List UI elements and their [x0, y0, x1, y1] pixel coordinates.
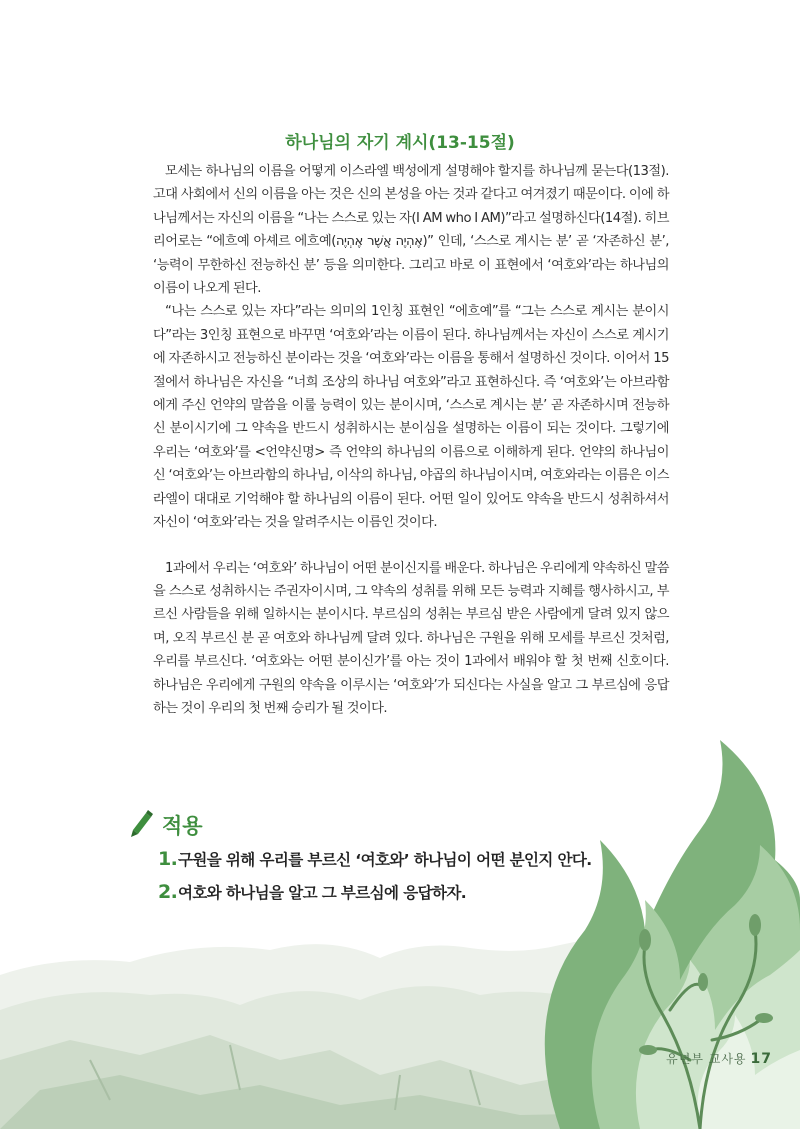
- section-title: 하나님의 자기 계시(13-15절): [285, 133, 515, 153]
- application-list: [158, 848, 678, 914]
- item-text: 여호와 하나님을 알고 그 부르심에 응답하자.: [178, 884, 466, 902]
- item-number: 2.: [158, 881, 178, 903]
- paragraph: 모세는 하나님의 이름을 어떻게 이스라엘 백성에게 설명해야 할지를 하나님께 묻는다(13절). 고대 사회에서 신의 이름을 아는 것은 신의 본성을 아는 것과 같다고 여겨졌기 때문이다. 이에 하나님께서는 자신의 이름을 “나는 스스로 있는 자(I AM who I AM)”라고 설명하신다(14절). 히브리어로는 “에흐예 아셰르 에흐예(אֶהְיֶה אֲשֶׁר אֶהְיֶה)” 인데, ‘스스로 계시는 분’ 곧 ‘자존하신 분’, ‘능력이 무한하신 전능하신 분’ 등을 의미한다. 그리고 바로 이 표현에서 ‘여호와’라는 하나님의 이름이 나오게 된다.: [153, 164, 669, 297]
- paragraph: 1과에서 우리는 ‘여호와’ 하나님이 어떤 분이신지를 배운다. 하나님은 우리에게 약속하신 말씀을 스스로 성취하시는 주권자이시며, 그 약속의 성취를 위해 모든 능력과 지혜를 행사하시고, 부르신 사람들을 위해 일하시는 분이시다. 부르심의 성취는 부르심 받은 사람에게 달려 있지 않으며, 오직 부르신 분 곧 여호와 하나님께 달려 있다. 하나님은 구원을 위해 모세를 부르신 것처럼, 우리를 부르신다. ‘여호와는 어떤 분이신가’를 아는 것이 1과에서 배워야 할 첫 번째 신호이다. 하나님은 우리에게 구원의 약속을 이루시는 ‘여호와’가 되신다는 사실을 알고 그 부르심에 응답하는 것이 우리의 첫 번째 승리가 될 것이다.: [153, 560, 669, 716]
- page-number: 17: [750, 1051, 772, 1067]
- page-footer: [666, 1050, 772, 1067]
- paragraph: “나는 스스로 있는 자다”라는 의미의 1인칭 표현인 “에흐예”를 “그는 스스로 계시는 분이시다”라는 3인칭 표현으로 바꾸면 ‘여호와’라는 이름이 된다. 하나님께서는 자신이 스스로 계시기에 자존하시고 전능하신 분이라는 것을 ‘여호와’라는 이름을 통해서 설명하신 것이다. 이어서 15절에서 하나님은 자신을 “너희 조상의 하나님 여호와”라고 표현하신다. 즉 ‘여호와’는 아브라함에게 주신 언약의 말씀을 이룰 능력이 있는 분이시며, ‘스스로 계시는 분’ 곧 자존하시며 전능하신 분이시기에 그 약속을 반드시 성취하시는 분이심을 설명하는 이름이 되는 것이다. 그렇기에 우리는 ‘여호와’를 <언약신명> 즉 언약의 하나님의 이름으로 이해하게 된다. 언약의 하나님이신 ‘여호와’는 아브라함의 하나님, 이삭의 하나님, 야곱의 하나님이시며, 여호와라는 이름은 이스라엘이 대대로 기억해야 할 하나님의 이름이 된다. 어떤 일이 있어도 약속을 반드시 성취하셔서 자신이 ‘여호와’라는 것을 알려주시는 이름인 것이다.: [153, 304, 669, 531]
- list-item: [158, 848, 678, 881]
- item-number: 1.: [158, 848, 178, 870]
- item-text: 구원을 위해 우리를 부르신 ‘여호와’ 하나님이 어떤 분인지 안다.: [178, 851, 592, 869]
- body-text: [153, 160, 669, 720]
- pencil-icon: [128, 808, 154, 842]
- flame-group: [545, 740, 800, 1129]
- application-label: 적용: [162, 814, 203, 838]
- list-item: [158, 881, 678, 914]
- footer-label: 유년부 교사용: [666, 1052, 747, 1066]
- application-heading: [128, 808, 203, 842]
